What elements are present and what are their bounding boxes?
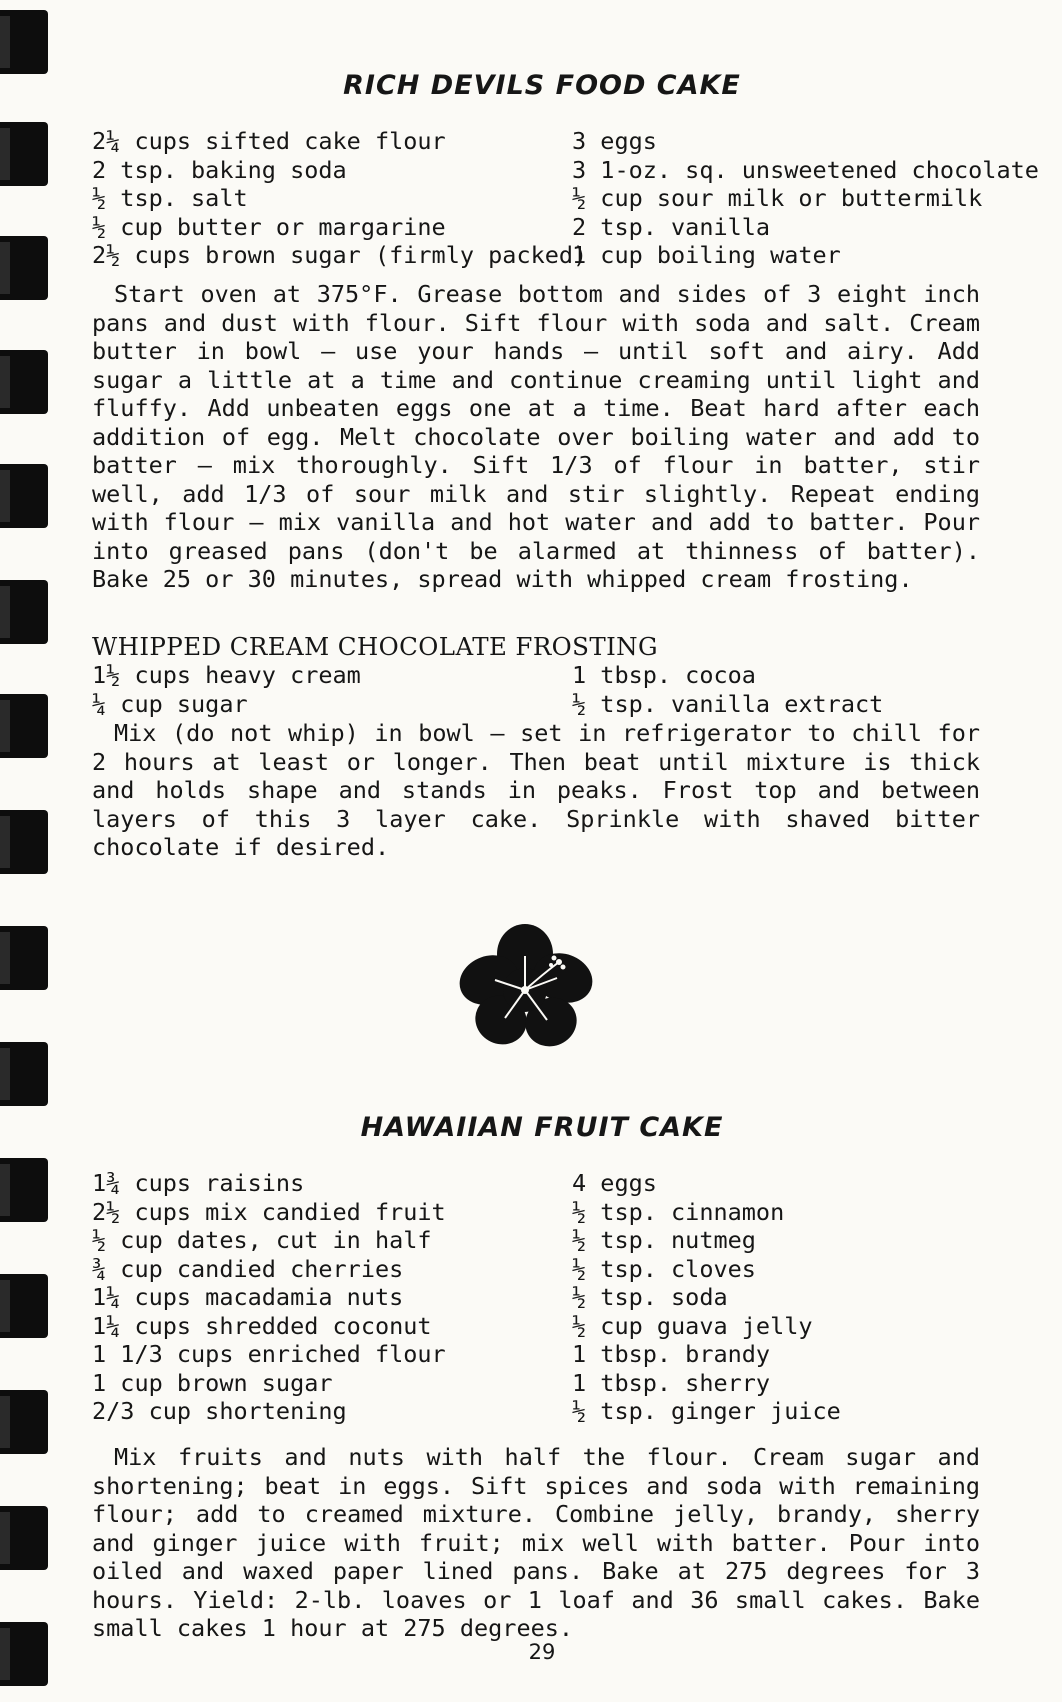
cookbook-page (92, 0, 1039, 1702)
ingredient: 1¼ cups macadamia nuts (92, 1283, 404, 1311)
frosting-directions: Mix (do not whip) in bowl – set in refrigerator to chill for 2 hours at least or longer. Then beat until mixture is thick and holds shape and stands in peaks. Frost top and between layers of this 3 layer cake. Sprinkle with shaved bitter chocolate if desired. (92, 719, 980, 861)
ingredient: 2 tsp. baking soda (92, 155, 347, 184)
ingredient: ½ cup dates, cut in half (92, 1226, 432, 1254)
binding-ring (0, 1390, 48, 1454)
recipe-directions: Start oven at 375°F. Grease bottom and sides of 3 eight inch pans and dust with flour. Sift flour with soda and salt. Cream butter in bowl – use your hands – until soft and airy. Add sugar a little at a time and continue creaming until light and fluffy. Add unbeaten eggs one at a time. Beat hard after each addition of egg. Melt chocolate over boiling water and add to batter – mix thoroughly. Sift 1/3 of flour in batter, stir well, add 1/3 of sour milk and stir slightly. Repeat ending with flour – mix vanilla and hot water and add to batter. Pour into greased pans (don't be alarmed at thinness of batter). Bake 25 or 30 minutes, spread with whipped cream frosting. (92, 280, 980, 593)
ingredient: 3 eggs (572, 127, 657, 155)
ingredient: 1 cup brown sugar (92, 1368, 333, 1397)
binding-ring (0, 1622, 48, 1686)
binding-ring (0, 580, 48, 644)
binding-ring (0, 694, 48, 758)
ingredient-list-left (92, 127, 587, 270)
binding-ring (0, 1274, 48, 1338)
ingredient: ½ tsp. salt (92, 184, 248, 212)
ingredient: 2½ cups mix candied fruit (92, 1197, 446, 1226)
ingredient-list-right (572, 1169, 841, 1426)
binding-ring (0, 1506, 48, 1570)
frosting-ingredients-left (92, 661, 361, 718)
ingredient: 1¼ cups shredded coconut (92, 1311, 432, 1340)
ingredient: ½ cup butter or margarine (92, 212, 446, 241)
binding-ring (0, 236, 48, 300)
ingredient: 4 eggs (572, 1169, 657, 1197)
ingredient: ½ tsp. soda (572, 1283, 728, 1311)
binding-ring (0, 464, 48, 528)
ingredient: ½ tsp. cinnamon (572, 1197, 785, 1226)
binding-ring (0, 350, 48, 414)
ingredient: ½ tsp. nutmeg (572, 1226, 756, 1254)
ingredient: ½ tsp. ginger juice (572, 1397, 841, 1425)
ingredient: 2¼ cups sifted cake flour (92, 127, 446, 155)
ingredient: 1 1/3 cups enriched flour (92, 1340, 446, 1368)
ingredient: 1½ cups heavy cream (92, 661, 361, 689)
frosting-title: WHIPPED CREAM CHOCOLATE FROSTING (92, 632, 658, 661)
ingredient-list-right (572, 127, 1039, 270)
ingredient: 2½ cups brown sugar (firmly packed) (92, 241, 588, 269)
spiral-binding (0, 0, 60, 1702)
ingredient: 3 1-oz. sq. unsweetened chocolate (572, 155, 1039, 184)
ingredient: ½ cup sour milk or buttermilk (572, 184, 983, 212)
ingredient: 2 tsp. vanilla (572, 212, 771, 241)
ingredient-list-left (92, 1169, 446, 1426)
ingredient: 2/3 cup shortening (92, 1397, 347, 1425)
ingredient: 1 tbsp. brandy (572, 1340, 771, 1368)
ingredient: ½ cup guava jelly (572, 1311, 813, 1340)
binding-ring (0, 926, 48, 990)
page-number: 29 (528, 1640, 556, 1664)
ingredient: ½ tsp. vanilla extract (572, 689, 884, 718)
ingredient: ¾ cup candied cherries (92, 1254, 404, 1283)
recipe-title-hawaiian-fruit-cake: HAWAIIAN FRUIT CAKE (360, 1112, 724, 1143)
ingredient: 1 tbsp. cocoa (572, 661, 756, 689)
binding-ring (0, 1042, 48, 1106)
binding-ring (0, 1158, 48, 1222)
recipe-title-devils-food-cake: RICH DEVILS FOOD CAKE (343, 70, 741, 101)
ingredient: 1 tbsp. sherry (572, 1368, 771, 1397)
ingredient: ½ tsp. cloves (572, 1254, 756, 1283)
ingredient: ¼ cup sugar (92, 689, 248, 718)
frosting-ingredients-right (572, 661, 883, 718)
recipe-directions: Mix fruits and nuts with half the flour. Cream sugar and shortening; beat in eggs. Sift spices and soda with remaining flour; add to creamed mixture. Combine jelly, brandy, sherry and ginger juice with fruit; mix well with batter. Pour into oiled and waxed paper lined pans. Bake at 275 degrees for 3 hours. Yield: 2-lb. loaves or 1 loaf and 36 small cakes. Bake small cakes 1 hour at 275 degrees. (92, 1443, 980, 1642)
binding-ring (0, 122, 48, 186)
hibiscus-flower-icon (455, 922, 595, 1052)
ingredient: 1¾ cups raisins (92, 1169, 305, 1197)
binding-ring (0, 10, 48, 74)
binding-ring (0, 810, 48, 874)
ingredient: 1 cup boiling water (572, 241, 841, 269)
